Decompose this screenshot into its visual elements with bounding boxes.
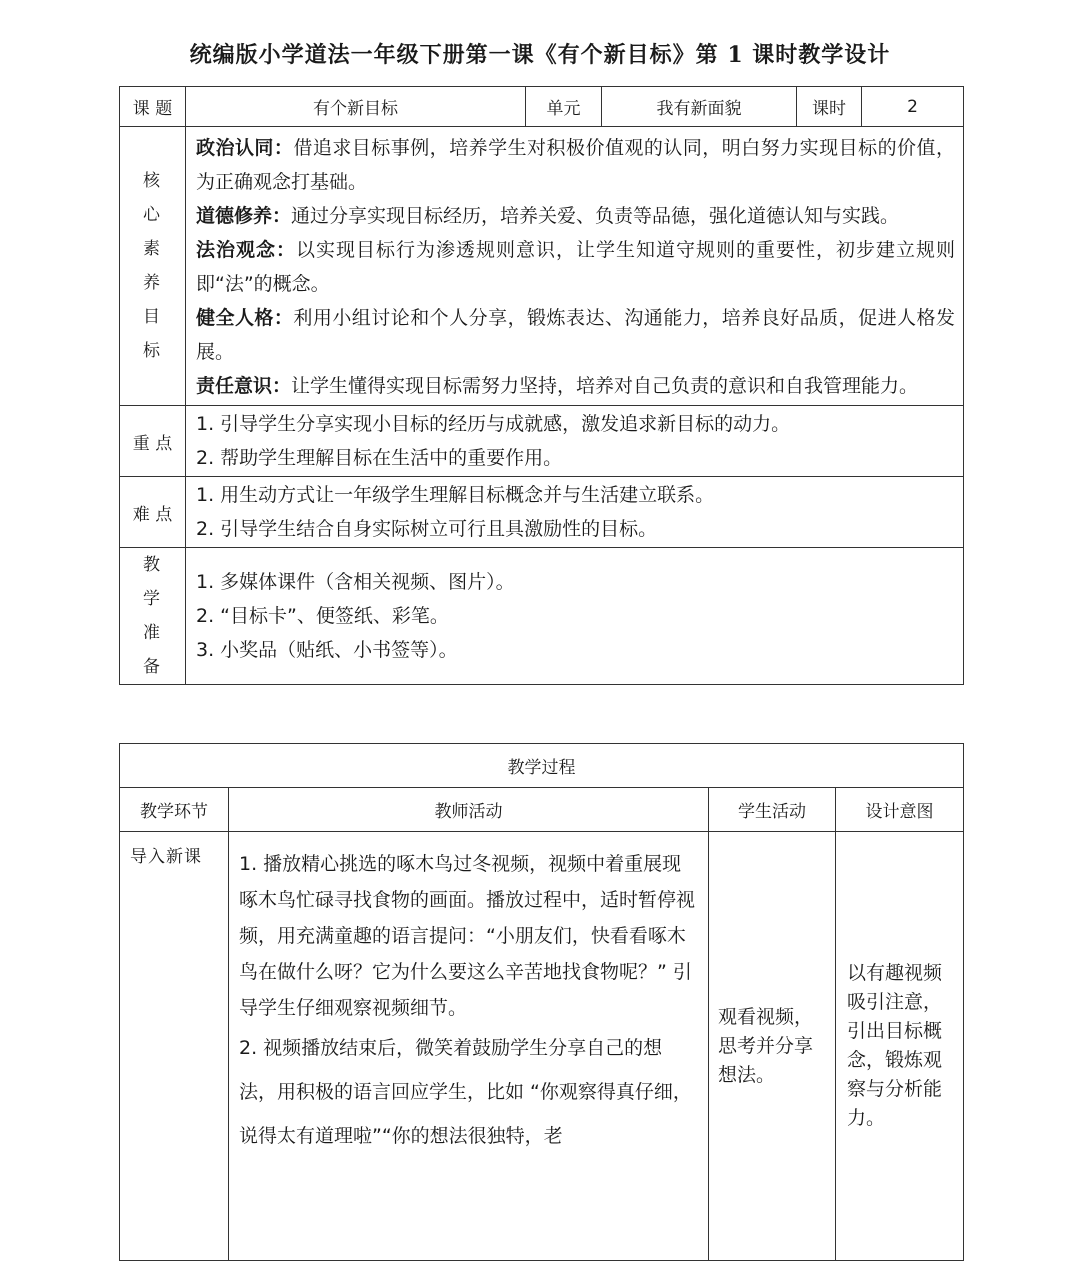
key-point-item: 2. 帮助学生理解目标在生活中的重要作用。	[196, 447, 563, 469]
goal-moral	[196, 199, 955, 233]
student-activity: 观看视频，思考并分享想法。	[709, 832, 836, 1261]
preparation-item: 1. 多媒体课件（含相关视频、图片）。	[196, 571, 515, 593]
difficulty-item: 1. 用生动方式让一年级学生理解目标概念并与生活建立联系。	[196, 484, 715, 506]
difficulties-content	[186, 477, 964, 548]
header-student-activity: 学生活动	[709, 788, 836, 832]
process-title: 教学过程	[120, 744, 964, 788]
teacher-activity	[229, 832, 709, 1261]
goal-heading: 健全人格：	[196, 307, 294, 329]
key-points-content	[186, 406, 964, 477]
header-teacher-activity: 教师活动	[229, 788, 709, 832]
preparation-item: 2. “目标卡”、便签纸、彩笔。	[196, 605, 449, 627]
goal-heading: 法治观念：	[196, 239, 296, 261]
teacher-activity-step: 1. 播放精心挑选的啄木鸟过冬视频，视频中着重展现啄木鸟忙碌寻找食物的画面。播放过程中，适时暂停视频，用充满童趣的语言提问：“小朋友们，快看看啄木鸟在做什么呀？它为什么要这么辛苦地找食物呢？” 引导学生仔细观察视频细节。	[239, 853, 696, 1019]
stage-name: 导入新课	[120, 832, 229, 1261]
goal-text: 让学生懂得实现目标需努力坚持，培养对自己负责的意识和自我管理能力。	[291, 375, 919, 397]
preparation-label-line: 准备	[143, 623, 172, 677]
difficulties-row	[120, 477, 964, 548]
difficulties-label: 难 点	[120, 477, 186, 548]
goal-responsibility	[196, 369, 955, 403]
core-goals-row	[120, 127, 964, 406]
design-intent: 以有趣视频吸引注意，引出目标概念，锻炼观察与分析能力。	[836, 832, 964, 1261]
goal-text: 利用小组讨论和个人分享，锻炼表达、沟通能力，培养良好品质，促进人格发展。	[196, 307, 955, 363]
preparation-item: 3. 小奖品（贴纸、小书签等）。	[196, 639, 458, 661]
goal-political	[196, 131, 955, 199]
goal-heading: 政治认同：	[196, 137, 294, 159]
document-title: 统编版小学道法一年级下册第一课《有个新目标》第 1 课时教学设计	[189, 42, 891, 68]
core-goals-label-line: 素养	[143, 239, 172, 293]
unit-label: 单元	[526, 87, 602, 127]
goal-personality	[196, 301, 955, 369]
header-design-intent: 设计意图	[836, 788, 964, 832]
goal-text: 借追求目标事例，培养学生对积极价值观的认同，明白努力实现目标的价值，为正确观念打基础。	[196, 137, 955, 193]
goal-text: 通过分享实现目标经历，培养关爱、负责等品德，强化道德认知与实践。	[291, 205, 900, 227]
process-title-row	[120, 744, 964, 788]
goal-text: 以实现目标行为渗透规则意识，让学生知道守规则的重要性，初步建立规则即“法”的概念。	[196, 239, 955, 295]
subject-label: 课 题	[120, 87, 186, 127]
key-points-label: 重 点	[120, 406, 186, 477]
key-point-item: 1. 引导学生分享实现小目标的经历与成就感，激发追求新目标的动力。	[196, 413, 791, 435]
lesson-info-table	[119, 86, 964, 685]
core-goals-label-line: 目标	[143, 307, 172, 361]
teaching-process-table	[119, 743, 964, 1261]
core-goals-content	[186, 127, 964, 406]
hours-value: 2	[862, 87, 964, 127]
unit-value: 我有新面貌	[602, 87, 797, 127]
subject-value: 有个新目标	[186, 87, 526, 127]
preparation-label	[120, 548, 186, 685]
teacher-activity-step: 2. 视频播放结束后，微笑着鼓励学生分享自己的想法，用积极的语言回应学生，比如 “你观察得真仔细，说得太有道理啦”“你的想法很独特，老	[239, 1037, 692, 1147]
core-goals-label-line: 核心	[143, 171, 172, 225]
goal-law	[196, 233, 955, 301]
lesson-header-row	[120, 87, 964, 127]
process-row	[120, 832, 964, 1261]
hours-label: 课时	[797, 87, 862, 127]
preparation-content	[186, 548, 964, 685]
preparation-label-line: 教学	[143, 555, 172, 609]
core-goals-label	[120, 127, 186, 406]
preparation-row	[120, 548, 964, 685]
process-header-row	[120, 788, 964, 832]
goal-heading: 道德修养：	[196, 205, 292, 227]
goal-heading: 责任意识：	[196, 375, 292, 397]
header-stage: 教学环节	[120, 788, 229, 832]
key-points-row	[120, 406, 964, 477]
difficulty-item: 2. 引导学生结合自身实际树立可行且具激励性的目标。	[196, 518, 658, 540]
